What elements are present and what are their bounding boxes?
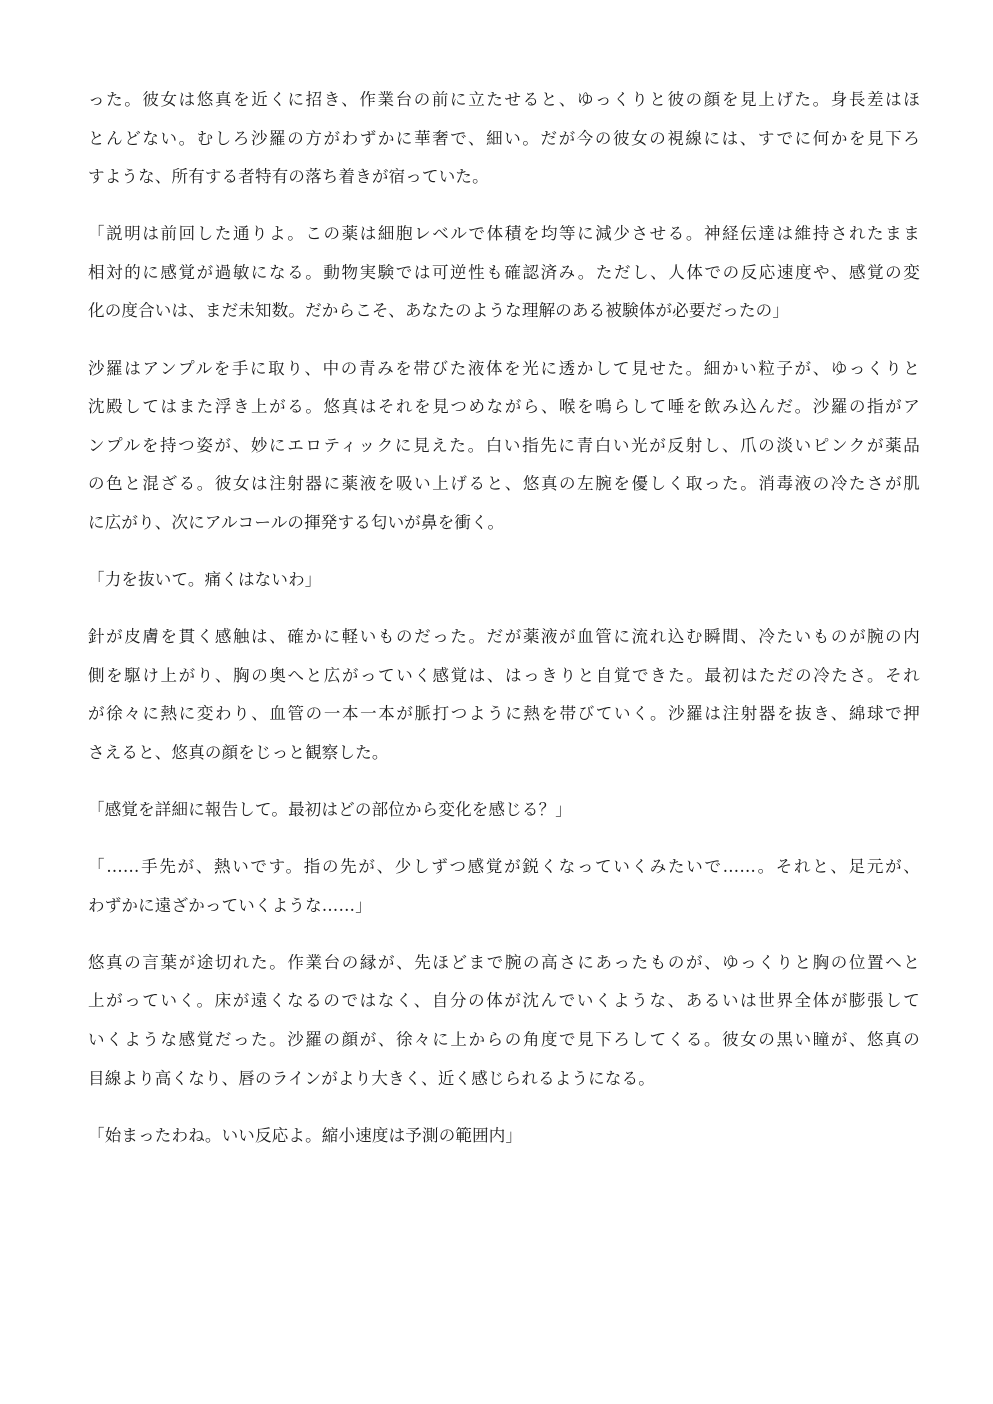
paragraph	[88, 944, 920, 1098]
text-line: ンプルを持つ姿が、妙にエロティックに見えた。白い指先に青白い光が反射し、爪の淡いピンクが薬品	[88, 435, 920, 455]
text-line: が徐々に熱に変わり、血管の一本一本が脈打つように熱を帯びていく。沙羅は注射器を抜き、綿球で押	[88, 704, 920, 724]
paragraph	[88, 81, 920, 197]
paragraph	[88, 1117, 920, 1156]
text-line: 化の度合いは、まだ未知数。だからこそ、あなたのような理解のある被験体が必要だったの」	[88, 301, 790, 321]
text-line: 沈殿してはまた浮き上がる。悠真はそれを見つめながら、喉を鳴らして唾を飲み込んだ。沙羅の指がア	[88, 397, 920, 417]
text-line: 「力を抜いて。痛くはないわ」	[88, 570, 322, 590]
text-line: の色と混ざる。彼女は注射器に薬液を吸い上げると、悠真の左腕を優しく取った。消毒液の冷たさが肌	[88, 474, 920, 494]
text-line: 悠真の言葉が途切れた。作業台の縁が、先ほどまで腕の高さにあったものが、ゆっくりと胸の位置へと	[88, 952, 920, 972]
text-line: に広がり、次にアルコールの揮発する匂いが鼻を衝く。	[88, 512, 505, 532]
text-line: いくような感覚だった。沙羅の顔が、徐々に上からの角度で見下ろしてくる。彼女の黒い瞳が、悠真の	[88, 1029, 920, 1049]
text-line: 「説明は前回した通りよ。この薬は細胞レベルで体積を均等に減少させる。神経伝達は維持されたまま	[88, 224, 920, 244]
paragraph	[88, 350, 920, 543]
text-line: 「感覚を詳細に報告して。最初はどの部位から変化を感じる？」	[88, 800, 572, 819]
paragraph	[88, 618, 920, 772]
document-body	[88, 81, 920, 1174]
text-line: 側を駆け上がり、胸の奥へと広がっていく感覚は、はっきりと自覚できた。最初はただの冷たさ。それ	[88, 665, 920, 685]
text-line: 沙羅はアンプルを手に取り、中の青みを帯びた液体を光に透かして見せた。細かい粒子が、ゆっくりと	[88, 358, 920, 378]
text-line: 上がっていく。床が遠くなるのではなく、自分の体が沈んでいくような、あるいは世界全体が膨張して	[88, 991, 920, 1011]
paragraph	[88, 561, 920, 600]
text-line: 針が皮膚を貫く感触は、確かに軽いものだった。だが薬液が血管に流れ込む瞬間、冷たいものが腕の内	[88, 627, 920, 647]
text-line: すような、所有する者特有の落ち着きが宿っていた。	[88, 167, 489, 187]
text-line: わずかに遠ざかっていくような……」	[88, 895, 372, 915]
paragraph	[88, 215, 920, 331]
text-line: 「……手先が、熱いです。指の先が、少しずつ感覚が鋭くなっていくみたいで……。それと、足元が、	[88, 857, 920, 877]
text-line: とんどない。むしろ沙羅の方がわずかに華奢で、細い。だが今の彼女の視線には、すでに何かを見下ろ	[88, 128, 920, 148]
text-line: った。彼女は悠真を近くに招き、作業台の前に立たせると、ゆっくりと彼の顔を見上げた。身長差はほ	[88, 90, 920, 109]
text-line: 「始まったわね。いい反応よ。縮小速度は予測の範囲内」	[88, 1125, 523, 1145]
text-line: さえると、悠真の顔をじっと観察した。	[88, 742, 389, 762]
text-line: 目線より高くなり、唇のラインがより大きく、近く感じられるようになる。	[88, 1068, 655, 1088]
text-line: 相対的に感覚が過敏になる。動物実験では可逆性も確認済み。ただし、人体での反応速度や、感覚の変	[88, 262, 920, 282]
paragraph	[88, 791, 920, 830]
paragraph	[88, 848, 920, 925]
